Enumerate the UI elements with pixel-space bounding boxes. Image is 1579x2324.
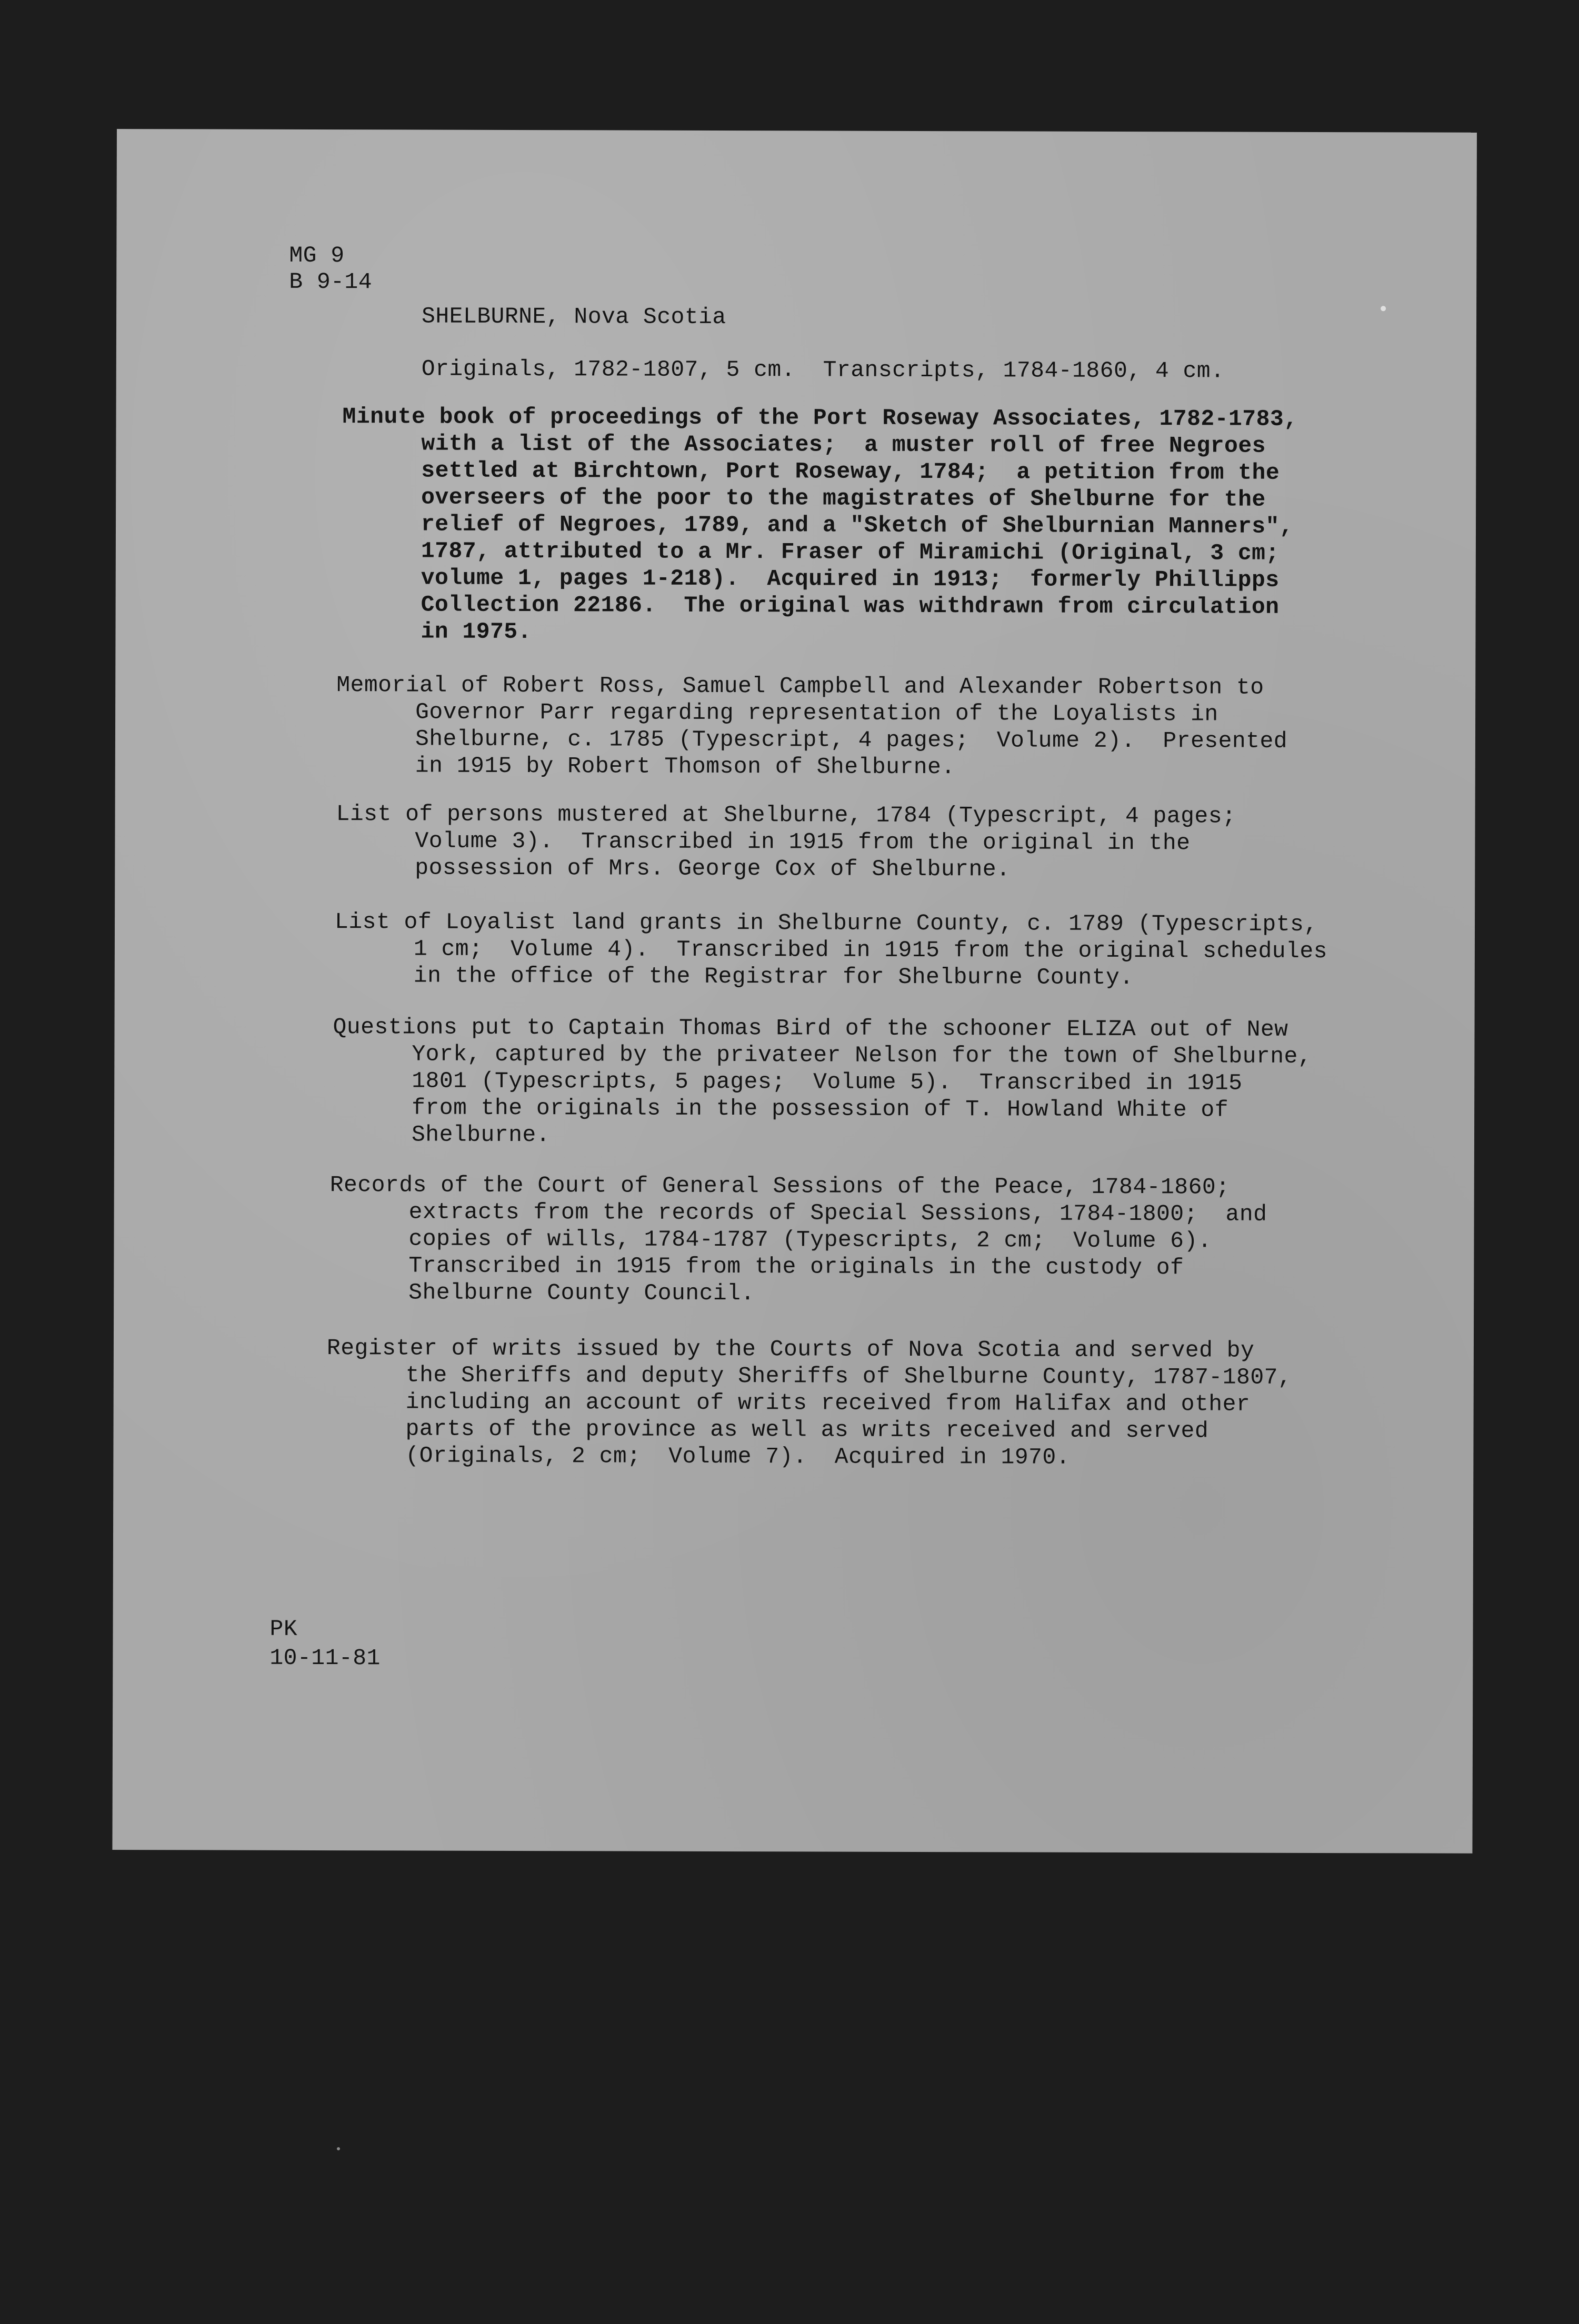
entry-line: relief of Negroes, 1789, and a "Sketch of Shelburnian Manners", [421, 511, 1294, 539]
entry-line: List of persons mustered at Shelburne, 1784 (Typescript, 4 pages; [336, 801, 1236, 829]
entry-line: Shelburne. [411, 1121, 551, 1148]
document-page [112, 129, 1477, 1854]
entry-line: Volume 3). Transcribed in 1915 from the original in the [415, 828, 1191, 856]
entry-line: possession of Mrs. George Cox of Shelburne. [415, 855, 1011, 883]
document-title: SHELBURNE, Nova Scotia [422, 303, 726, 330]
entry-line: the Sheriffs and deputy Sheriffs of Shelburne County, 1787-1807, [405, 1362, 1292, 1390]
dust-speck [1381, 306, 1386, 311]
entry-line: Shelburne County Council. [408, 1279, 755, 1307]
entry-line: Minute book of proceedings of the Port Roseway Associates, 1782-1783, [342, 404, 1298, 432]
entry-line: Shelburne, c. 1785 (Typescript, 4 pages; Volume 2). Presented [415, 726, 1288, 754]
entry-line: 1787, attributed to a Mr. Fraser of Miramichi (Original, 3 cm; [421, 538, 1280, 566]
entry-line: List of Loyalist land grants in Shelburne County, c. 1789 (Typescripts, [334, 909, 1318, 937]
entry-1 [342, 403, 1297, 647]
entry-line: volume 1, pages 1-218). Acquired in 1913; formerly Phillipps [421, 565, 1280, 593]
entry-5 [333, 1014, 1312, 1150]
entry-line: parts of the province as well as writs received and served [405, 1416, 1209, 1444]
entry-line: Questions put to Captain Thomas Bird of the schooner ELIZA out of New [333, 1014, 1288, 1043]
mg-number: MG 9 [289, 242, 345, 269]
footer-date: 10-11-81 [269, 1645, 381, 1671]
film-speck [337, 2147, 340, 2150]
entry-line: Collection 22186. The original was withdrawn from circulation [421, 592, 1280, 620]
entry-line: Memorial of Robert Ross, Samuel Campbell and Alexander Robertson to [336, 672, 1264, 700]
entry-line: settled at Birchtown, Port Roseway, 1784; a petition from the [421, 457, 1280, 486]
series-number: B 9-14 [289, 268, 373, 295]
entry-line: in the office of the Registrar for Shelburne County. [413, 963, 1134, 991]
entry-line: from the originals in the possession of T. Howland White of [412, 1095, 1229, 1123]
entry-line: extracts from the records of Special Sessions, 1784-1800; and [408, 1199, 1267, 1227]
entry-line: 1801 (Typescripts, 5 pages; Volume 5). Transcribed in 1915 [412, 1068, 1243, 1096]
entry-line: Records of the Court of General Sessions of the Peace, 1784-1860; [329, 1172, 1230, 1200]
entry-4 [335, 908, 1327, 991]
entry-line: Register of writs issued by the Courts of Nova Scotia and served by [326, 1335, 1255, 1364]
entry-2 [336, 672, 1288, 782]
entry-line: 1 cm; Volume 4). Transcribed in 1915 from the original schedules [413, 936, 1328, 965]
extent-line: Originals, 1782-1807, 5 cm. Transcripts, 1784-1860, 4 cm. [421, 356, 1225, 384]
entry-6 [329, 1171, 1267, 1308]
entry-7 [326, 1335, 1292, 1471]
entry-line: with a list of the Associates; a muster roll of free Negroes [421, 430, 1266, 459]
entry-3 [336, 800, 1236, 883]
entry-line: Governor Parr regarding representation of the Loyalists in [415, 699, 1218, 727]
entry-line: overseers of the poor to the magistrates of Shelburne for the [421, 484, 1266, 513]
entry-line: Transcribed in 1915 from the originals in the custody of [408, 1253, 1184, 1281]
entry-line: (Originals, 2 cm; Volume 7). Acquired in 1970. [405, 1443, 1071, 1470]
entry-line: in 1915 by Robert Thomson of Shelburne. [415, 753, 955, 780]
entry-line: York, captured by the privateer Nelson for the town of Shelburne, [412, 1041, 1312, 1069]
footer-initials: PK [269, 1616, 298, 1642]
entry-line: copies of wills, 1784-1787 (Typescripts, 2 cm; Volume 6). [408, 1226, 1212, 1254]
entry-line: including an account of writs received from Halifax and other [405, 1389, 1251, 1417]
entry-line: in 1975. [421, 618, 532, 645]
